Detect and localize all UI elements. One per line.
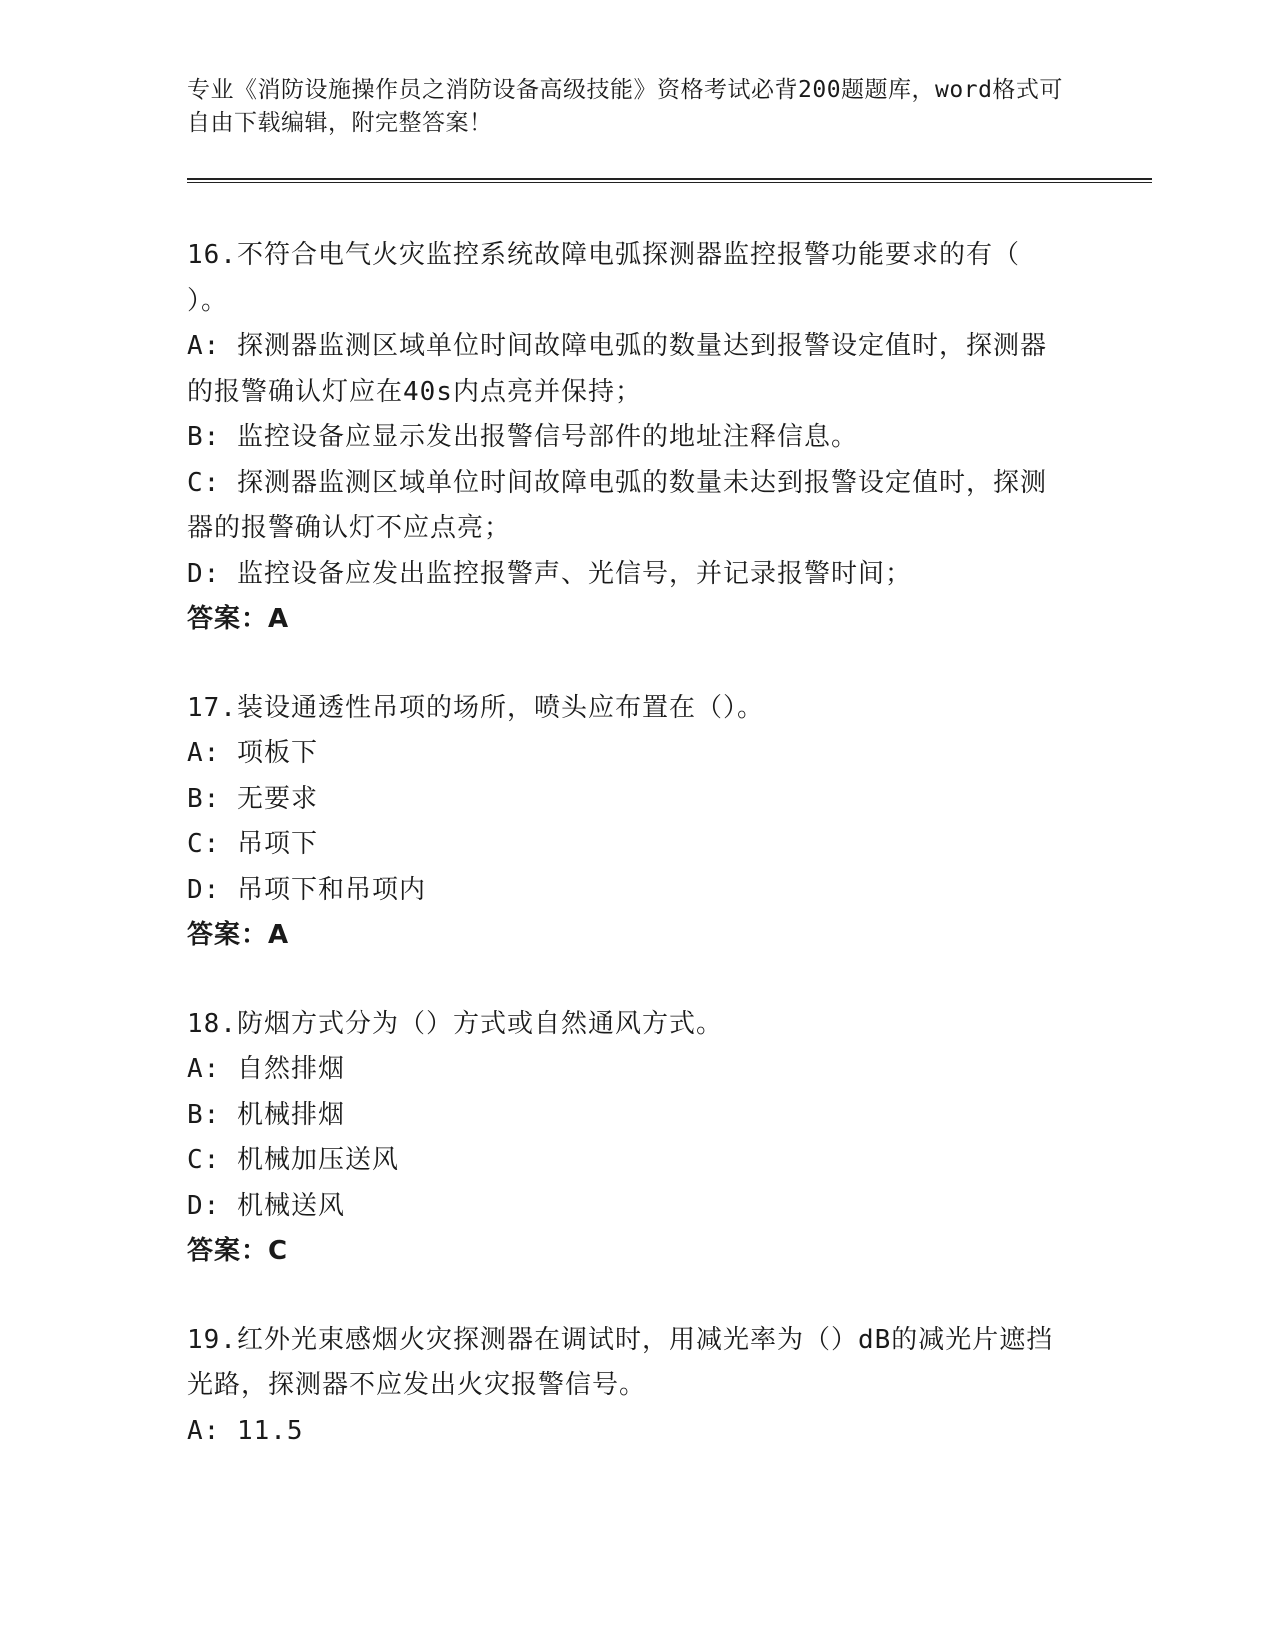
header-divider xyxy=(187,178,1152,183)
option-a: A: 自然排烟 xyxy=(187,1054,345,1084)
option-d: D: 机械送风 xyxy=(187,1190,345,1221)
option-a: A: 11.5 xyxy=(187,1415,304,1446)
question-stem: 16.不符合电气火灾监控系统故障电弧探测器监控报警功能要求的有（ ）。 xyxy=(187,240,1020,316)
document-intro: 专业《消防设施操作员之消防设备高级技能》资格考试必背200题题库，word格式可自由下载编辑，附完整答案！ xyxy=(187,77,1063,136)
option-c: C: 机械加压送风 xyxy=(187,1145,399,1175)
question-list xyxy=(187,233,1067,1497)
option-d: D: 吊项下和吊项内 xyxy=(187,874,426,905)
question-stem: 18.防烟方式分为（）方式或自然通风方式。 xyxy=(187,1008,723,1039)
answer: 答案：A xyxy=(187,920,290,950)
option-c: C: 吊项下 xyxy=(187,829,318,859)
document-page xyxy=(187,0,1152,1650)
question-18 xyxy=(187,1002,1067,1275)
answer: 答案：C xyxy=(187,1236,289,1266)
option-a: A: 项板下 xyxy=(187,738,318,768)
question-19 xyxy=(187,1318,1067,1455)
question-stem: 17.装设通透性吊项的场所，喷头应布置在（）。 xyxy=(187,692,764,723)
option-d: D: 监控设备应发出监控报警声、光信号，并记录报警时间； xyxy=(187,558,912,589)
question-16 xyxy=(187,233,1067,643)
option-c: C: 探测器监测区域单位时间故障电弧的数量未达到报警设定值时，探测器的报警确认灯不应点亮； xyxy=(187,467,1047,543)
answer: 答案：A xyxy=(187,604,290,634)
question-stem: 19.红外光束感烟火灾探测器在调试时，用减光率为（）dB的减光片遮挡光路，探测器不应发出火灾报警信号。 xyxy=(187,1324,1054,1400)
option-a: A: 探测器监测区域单位时间故障电弧的数量达到报警设定值时，探测器的报警确认灯应在40s内点亮并保持； xyxy=(187,331,1047,407)
option-b: B: 监控设备应显示发出报警信号部件的地址注释信息。 xyxy=(187,422,858,452)
option-b: B: 无要求 xyxy=(187,783,318,814)
option-b: B: 机械排烟 xyxy=(187,1099,345,1130)
question-17 xyxy=(187,686,1067,959)
